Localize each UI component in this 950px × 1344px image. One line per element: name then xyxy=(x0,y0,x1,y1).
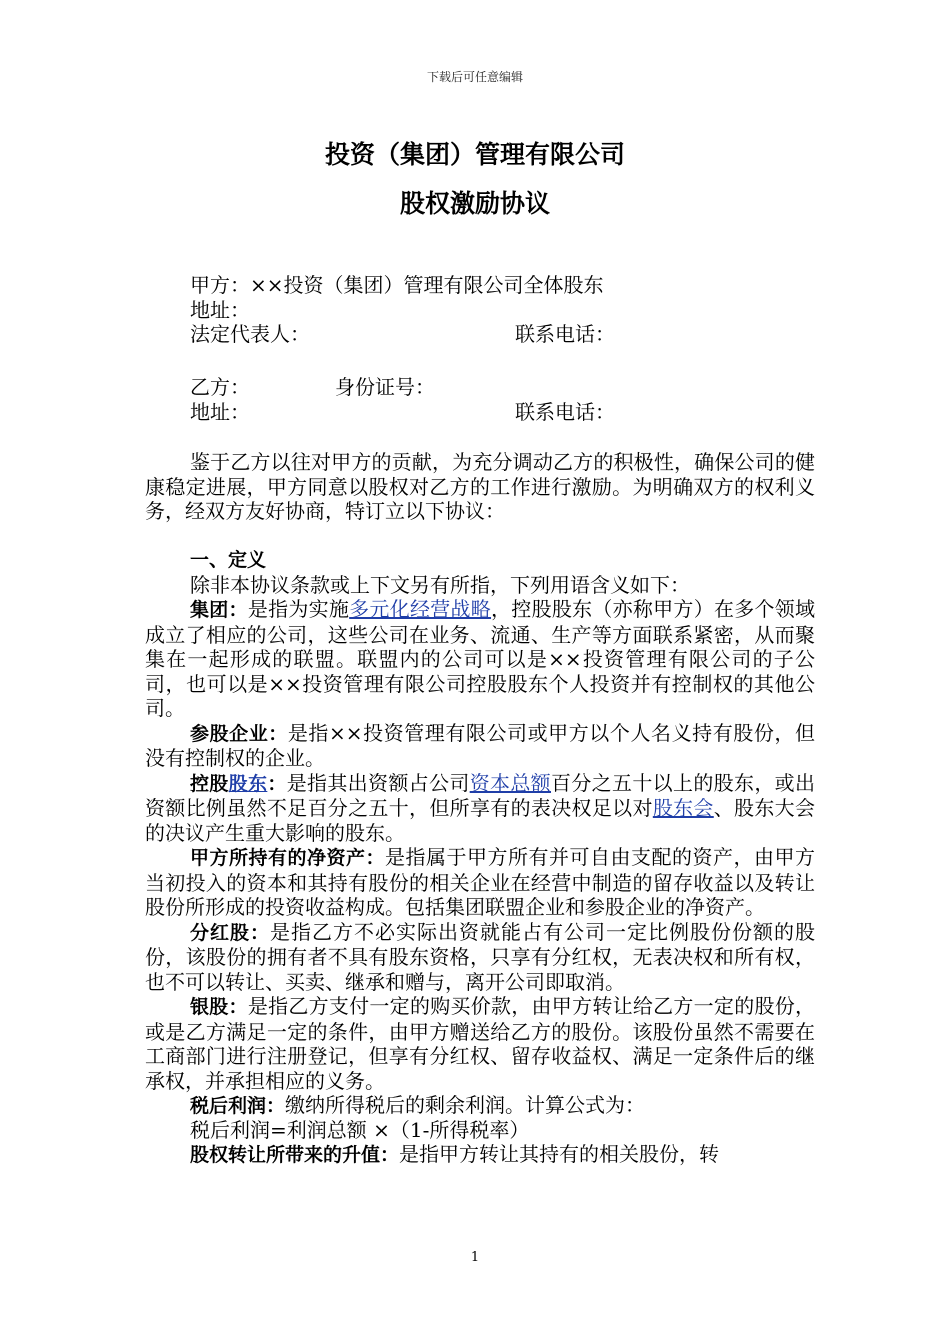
section-definitions xyxy=(145,548,815,1167)
party-a-legal-rep: 法定代表人： xyxy=(190,322,310,346)
definition-text: 是指××投资管理有限公司或甲方以个人名义持有股份，但没有控制权的企业。 xyxy=(145,720,815,770)
party-b-row xyxy=(145,375,815,400)
definition-text: 百分之五十以上的股东，或出资额比例虽然不足百分之五十，但所享有的表决权足以对 xyxy=(145,770,815,820)
party-b-id-label: 身份证号： xyxy=(335,375,435,399)
definition-text: 是指乙方支付一定的购买价款，由甲方转让给乙方一定的股份，或是乙方满足一定的条件，由甲方赠送给乙方的股份。该股份虽然不需要在工商部门进行注册登记，但享有分红权、留存收益权、满足一定条件后的继承权，并承担相应的义务。 xyxy=(145,994,815,1093)
term-dividend-share: 分红股： xyxy=(190,921,270,944)
party-a-block xyxy=(145,273,815,347)
intro-paragraph: 鉴于乙方以往对甲方的贡献，为充分调动乙方的积极性，确保公司的健康稳定进展，甲方同意以股权对乙方的工作进行激励。为明确双方的权利义务，经双方友好协商，特订立以下协议： xyxy=(145,450,815,523)
definition-text: 、股东大会的决议产生重大影响的股东。 xyxy=(145,796,815,845)
term-colon: ： xyxy=(267,772,287,795)
document-title-agreement: 股权激励协议 xyxy=(399,189,550,218)
definition-controlling-shareholder xyxy=(145,771,815,846)
definition-text: 是指其出资额占公司 xyxy=(286,770,470,795)
party-b-phone: 联系电话： xyxy=(515,399,615,424)
definition-text: 是指甲方转让其持有的相关股份，转 xyxy=(399,1142,720,1166)
party-b-address-row xyxy=(145,400,815,425)
definition-after-tax xyxy=(145,1093,815,1118)
definition-text: ，控股股东（亦称甲方）在多个领域成立了相应的公司，这些公司在业务、流通、生产等方面联系紧密，从而聚集在一起形成的联盟。联盟内的公司可以是××投资管理有限公司的子公司，也可以是××投资管理有限公司控股股东个人投资并有控制权的其他公司。 xyxy=(145,597,816,720)
definition-text: 是指属于甲方所有并可自由支配的资产，由甲方当初投入的资本和其持有股份的相关企业在经营中制造的留存收益以及转让股份所形成的投资收益构成。包括集团联盟企业和参股企业的净资产。 xyxy=(145,845,815,919)
term-group: 集团： xyxy=(190,599,248,621)
link-shareholders-meeting[interactable]: 股东会 xyxy=(652,796,714,820)
section-lead: 除非本协议条款或上下文另有所指，下列用语含义如下： xyxy=(190,572,690,597)
term-appreciation: 股权转让所带来的升值： xyxy=(190,1144,400,1166)
party-a-phone: 联系电话： xyxy=(515,322,615,346)
link-shareholder[interactable]: 股东 xyxy=(228,772,268,795)
party-a-address: 地址： xyxy=(190,297,250,322)
definition-text: 缴纳所得税后的剩余利润。计算公式为： xyxy=(285,1093,646,1117)
page-number: 1 xyxy=(470,1250,480,1265)
after-tax-formula: 税后利润=利润总额 ×（1-所得税率） xyxy=(190,1117,530,1142)
party-a-line: 甲方：××投资（集团）管理有限公司全体股东 xyxy=(190,273,604,297)
definition-dividend-share xyxy=(145,920,815,995)
link-total-capital[interactable]: 资本总额 xyxy=(469,770,552,795)
definition-text: 是指乙方不必实际出资就能占有公司一定比例股份份额的股份，该股份的拥有者不具有股东资格，只享有分红权，无表决权和所有权，也不可以转让、买卖、继承和赠与，离开公司即取消。 xyxy=(145,919,815,994)
party-b-label: 乙方： xyxy=(190,375,250,399)
party-b-block xyxy=(145,375,815,424)
party-b-address: 地址： xyxy=(190,399,250,424)
definition-text: 是指为实施 xyxy=(247,597,350,621)
definition-net-assets xyxy=(145,845,815,920)
header-note: 下载后可任意编辑 xyxy=(426,70,523,84)
term-after-tax: 税后利润： xyxy=(190,1095,286,1117)
document-title-company: 投资（集团）管理有限公司 xyxy=(324,140,625,169)
section-heading: 一、定义 xyxy=(190,549,267,571)
term-controlling: 控股 xyxy=(190,772,229,795)
definition-silver-share xyxy=(145,994,815,1093)
definition-group xyxy=(145,597,815,721)
link-diversified-strategy[interactable]: 多元化经营战略 xyxy=(349,597,492,621)
party-a-contact-row xyxy=(145,322,815,347)
term-silver-share: 银股： xyxy=(190,996,248,1018)
definition-appreciation xyxy=(145,1142,815,1167)
definition-equity-enterprise xyxy=(145,721,815,771)
term-net-assets: 甲方所持有的净资产： xyxy=(190,847,385,869)
term-equity-enterprise: 参股企业： xyxy=(190,722,288,745)
